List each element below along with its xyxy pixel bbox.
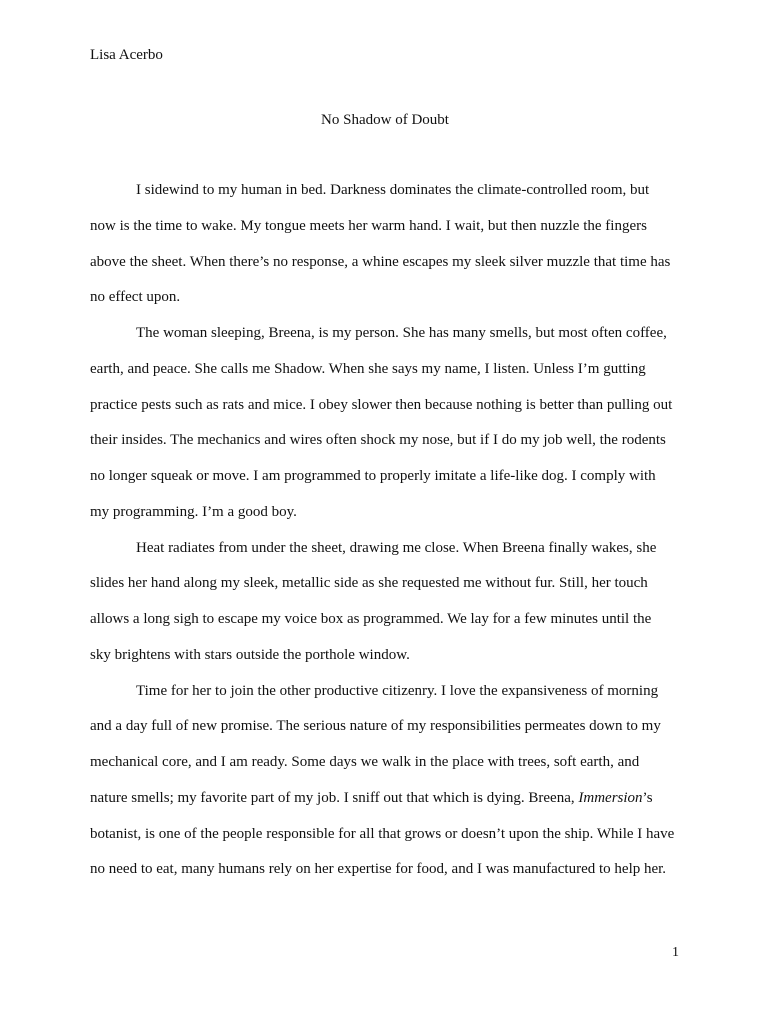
- text-line: allows a long sigh to escape my voice box as programmed. We lay for a few minutes until the: [90, 611, 652, 627]
- text-line: no effect upon.: [90, 289, 181, 306]
- text-line: no longer squeak or move. I am programmed to properly imitate a life-like dog. I comply with: [90, 468, 656, 484]
- text-line: earth, and peace. She calls me Shadow. When she says my name, I listen. Unless I’m gutting: [90, 360, 646, 377]
- text-line-with-italic: [90, 786, 690, 822]
- story-title: No Shadow of Doubt: [321, 112, 449, 128]
- text-line: mechanical core, and I am ready. Some days we walk in the place with trees, soft earth, and: [90, 754, 640, 770]
- story-body: [90, 178, 690, 893]
- text-line: and a day full of new promise. The serious nature of my responsibilities permeates down to my: [90, 718, 661, 735]
- text-line: Time for her to join the other productive citizenry. I love the expansiveness of morning: [136, 682, 659, 699]
- text-line: my programming. I’m a good boy.: [90, 503, 297, 520]
- text-line: their insides. The mechanics and wires often shock my nose, but if I do my job well, the rodents: [90, 432, 666, 449]
- text-line: slides her hand along my sleek, metallic side as she requested me without fur. Still, her touch: [90, 575, 648, 592]
- text-line: I sidewind to my human in bed. Darkness dominates the climate-controlled room, but: [136, 182, 650, 198]
- line-text: nature smells; my favorite part of my job. I sniff out that which is dying. Breena,: [90, 789, 575, 806]
- text-line: no need to eat, many humans rely on her expertise for food, and I was manufactured to help her.: [90, 861, 667, 878]
- author-name: Lisa Acerbo: [90, 47, 163, 63]
- text-line: above the sheet. When there’s no response, a whine escapes my sleek silver muzzle that time has: [90, 253, 671, 270]
- text-line: The woman sleeping, Breena, is my person. She has many smells, but most often coffee,: [136, 325, 667, 341]
- page-number: 1: [672, 945, 679, 960]
- text-line: sky brightens with stars outside the porthole window.: [90, 646, 410, 663]
- text-line: now is the time to wake. My tongue meets her warm hand. I wait, but then nuzzle the fingers: [90, 217, 647, 234]
- text-line: practice pests such as rats and mice. I obey slower then because nothing is better than pulling out: [90, 396, 673, 413]
- text-line: Heat radiates from under the sheet, drawing me close. When Breena finally wakes, she: [136, 539, 657, 556]
- text-line: botanist, is one of the people responsible for all that grows or doesn’t upon the ship. While I have: [90, 825, 675, 842]
- possessive-suffix: ’s: [642, 789, 653, 806]
- ship-name: Immersion: [578, 789, 643, 806]
